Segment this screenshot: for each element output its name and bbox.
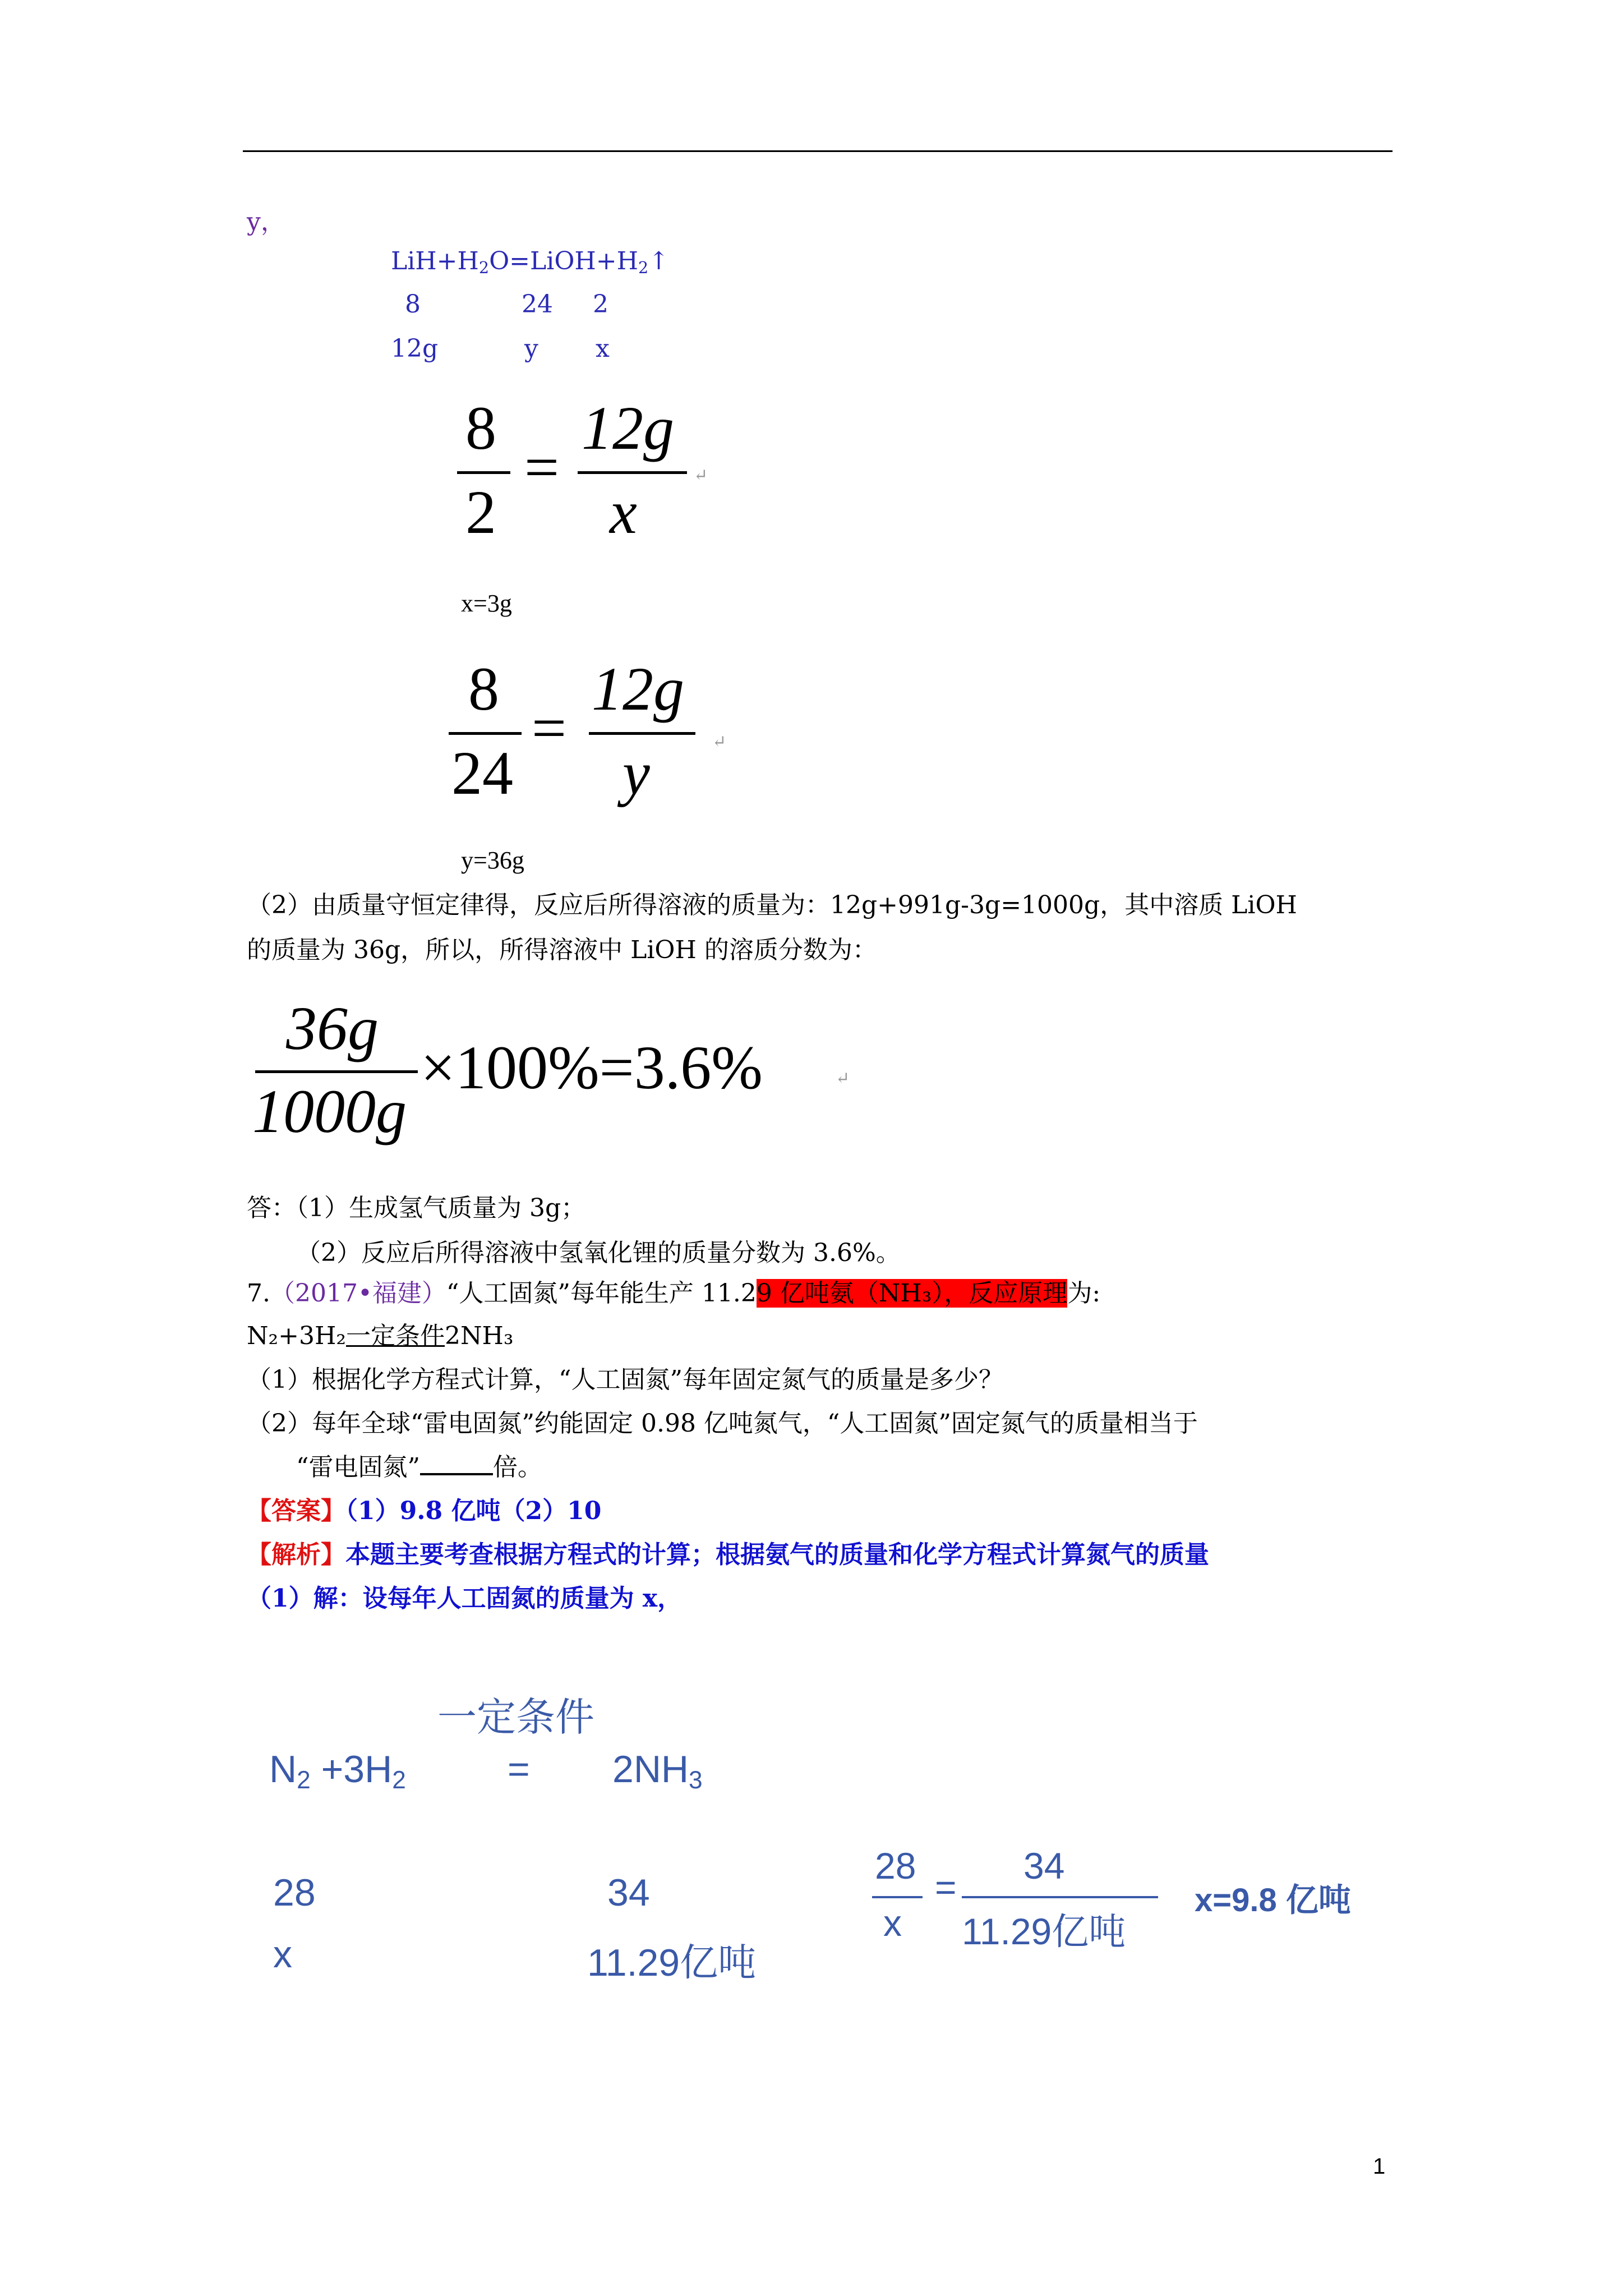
sol-frac-num-right: 34 [1023, 1845, 1065, 1887]
f1-den-right: x [610, 478, 637, 546]
sol-frac-den-right: 11.29亿吨 [962, 1911, 1126, 1952]
q7-source: （2017•福建） [270, 1279, 446, 1308]
f3-den: 1000g [252, 1077, 407, 1145]
part2-line2: 的质量为 36g，所以，所得溶液中 LiOH 的溶质分数为： [247, 936, 877, 964]
f2-den-left: 24 [451, 739, 513, 807]
answer-text: （1）9.8 亿吨（2）10 [345, 1497, 602, 1525]
y-result: y=36g [461, 846, 524, 874]
f1-num-left: 8 [465, 394, 496, 462]
q7-text-b: 为: [1067, 1279, 1101, 1308]
f2-den-right: y [623, 739, 650, 807]
q7-solution-line: （1）解：设每年人工固氮的质量为 x， [247, 1584, 683, 1613]
sol-result: x=9.8 亿吨 [1195, 1882, 1351, 1918]
sol-var2: 11.29亿吨 [587, 1941, 757, 1984]
sol-frac-num-left: 28 [875, 1845, 916, 1887]
q7-sub2-line1: （2）每年全球“雷电固氮”约能固定 0.98 亿吨氮气，“人工固氮”固定氮气的质量相当于 [247, 1409, 1198, 1438]
unknown-x: x [596, 334, 610, 363]
question7-title [247, 1279, 1100, 1309]
formula-8-over-24: 8 24 = 12g y ↵ [449, 654, 740, 827]
f1-den-left: 2 [465, 478, 496, 546]
f2-equals: = [532, 694, 567, 762]
q7-sub2-a: “雷电固氮” [296, 1453, 420, 1481]
sol-mass2: 34 [607, 1871, 650, 1914]
part2-line1: （2）由质量守恒定律得，反应后所得溶液的质量为：12g+991g-3g=1000g，其中溶质 LiOH [247, 891, 1297, 919]
sol-fraction [872, 1844, 1186, 1973]
sol-frac-bar-left [872, 1896, 923, 1898]
f2-num-right: 12g [592, 655, 684, 723]
f3-bar [255, 1070, 418, 1073]
q7-sub2-line2 [296, 1453, 542, 1483]
sol-left: $N_2 +3H_2$ [269, 1748, 406, 1795]
sol-frac-den-left: x [883, 1902, 902, 1944]
y-line: y， [247, 208, 285, 236]
sol-frac-bar-right [962, 1896, 1158, 1898]
formula-8-over-2: 8 2 = 12g x ↵ [457, 393, 721, 561]
answer-line1: 答：（1）生成氢气质量为 3g； [247, 1194, 586, 1222]
q7-answer [247, 1497, 601, 1526]
q7-reaction-left: N₂+3H₂ [247, 1322, 347, 1350]
sol-condition: 一定条件 [437, 1695, 594, 1739]
formula-mass-fraction: 36g 1000g ×100%=3.6% ↵ [247, 993, 864, 1161]
analysis-text: 本题主要考查根据方程式的计算；根据氨气的质量和化学方程式计算氮气的质量 [345, 1540, 1209, 1569]
q7-analysis [247, 1540, 1209, 1570]
header-rule [243, 150, 1393, 152]
f1-num-right: 12g [582, 394, 674, 462]
sol-var1: x [273, 1933, 292, 1976]
answer-tag: 【答案】 [247, 1497, 345, 1525]
q7-text-a: “人工固氮”每年能生产 11.2 [446, 1279, 757, 1308]
page-number: 1 [1373, 2154, 1386, 2179]
given-12g: 12g [391, 334, 439, 363]
f3-num: 36g [286, 994, 379, 1062]
mass-8: 8 [405, 290, 421, 319]
lih-equation: $LiH+H_2O=LiOH+H_2↑$ [391, 247, 670, 278]
f3-rest: ×100%=3.6% [421, 1033, 763, 1102]
f2-bar-right [589, 732, 695, 735]
f1-bar-left [457, 471, 510, 474]
sol-equals: = [508, 1748, 530, 1791]
f2-bar-left [449, 732, 522, 735]
answer-line2: （2）反应后所得溶液中氢氧化锂的质量分数为 3.6%。 [296, 1239, 901, 1267]
q7-reaction-right: 2NH₃ [445, 1322, 514, 1350]
f2-num-left: 8 [468, 655, 499, 723]
mass-24: 24 [522, 290, 553, 319]
q7-reaction [247, 1322, 514, 1351]
sol-mass1: 28 [273, 1871, 316, 1914]
sol-right: $2NH_3$ [612, 1748, 703, 1795]
x-result: x=3g [461, 590, 512, 617]
sol-frac-equals: = [935, 1866, 957, 1908]
q7-number: 7. [247, 1279, 270, 1308]
f1-equals: = [524, 433, 560, 501]
analysis-tag: 【解析】 [247, 1540, 345, 1569]
unknown-y: y [524, 334, 538, 363]
answer-blank [420, 1453, 493, 1475]
mass-2: 2 [593, 290, 608, 319]
q7-sub2-b: 倍。 [493, 1453, 542, 1481]
q7-highlight: 9 亿吨氨（NH₃），反应原理 [756, 1279, 1068, 1308]
f1-bar-right [578, 471, 687, 474]
q7-sub1: （1）根据化学方程式计算，“人工固氮”每年固定氮气的质量是多少？ [247, 1365, 1003, 1394]
q7-reaction-condition: 一定条件 [346, 1322, 445, 1350]
